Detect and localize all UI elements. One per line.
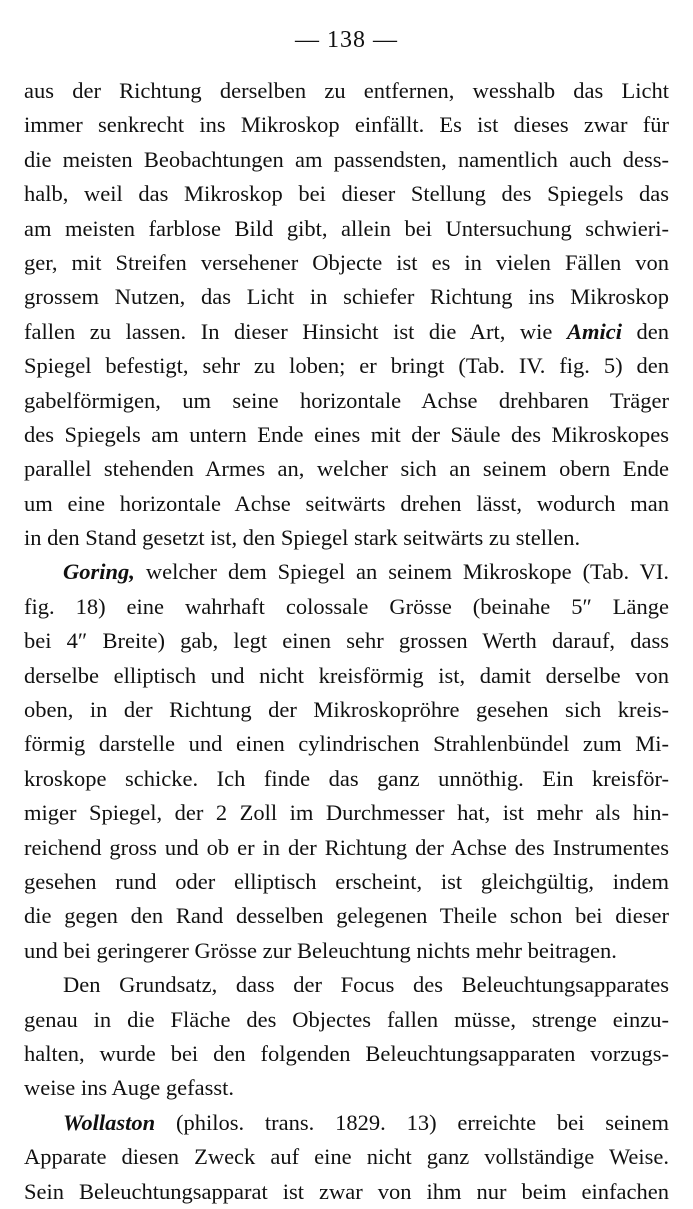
- text-segment: grossem Nutzen, das Licht in schiefer Richtung ins Mikroskop: [24, 284, 669, 310]
- page-body-text: [24, 74, 669, 1209]
- text-segment: am meisten farblose Bild gibt, allein bei Untersuchung schwieri-: [24, 215, 669, 241]
- text-segment: des Spiegels am untern Ende eines mit der Säule des Mikroskopes: [24, 421, 669, 447]
- text-line: [24, 384, 669, 418]
- text-line: [24, 1003, 669, 1037]
- text-segment: parallel stehenden Armes an, welcher sich an seinem obern Ende: [24, 456, 669, 482]
- text-line: [24, 934, 669, 968]
- text-line: [24, 865, 669, 899]
- text-segment: genau in die Fläche des Objectes fallen müsse, strenge einzu-: [24, 1006, 669, 1032]
- text-segment: ger, mit Streifen versehener Objecte ist es in vielen Fällen von: [24, 249, 669, 275]
- text-segment: reichend gross und ob er in der Richtung der Achse des Instrumentes: [24, 834, 669, 860]
- text-line: [24, 1175, 669, 1209]
- text-segment: derselbe elliptisch und nicht kreisförmig ist, damit derselbe von: [24, 662, 669, 688]
- text-line: [24, 796, 669, 830]
- page-number: — 138 —: [295, 27, 398, 53]
- text-line: [24, 212, 669, 246]
- text-line: [24, 487, 669, 521]
- text-line: [24, 280, 669, 314]
- text-segment: halten, wurde bei den folgenden Beleuchtungsapparaten vorzugs-: [24, 1040, 669, 1066]
- text-segment: immer senkrecht ins Mikroskop einfällt. Es ist dieses zwar für: [24, 112, 669, 138]
- text-line: [24, 1140, 669, 1174]
- text-line: [24, 968, 669, 1002]
- text-line: [24, 1071, 669, 1105]
- text-segment: um eine horizontale Achse seitwärts drehen lässt, wodurch man: [24, 490, 669, 516]
- text-line: [24, 1106, 669, 1140]
- text-segment: Den Grundsatz, dass der Focus des Beleuchtungsapparates: [63, 972, 669, 998]
- text-segment: fig. 18) eine wahrhaft colossale Grösse (beinahe 5″ Länge: [24, 593, 669, 619]
- text-segment: Spiegel befestigt, sehr zu loben; er bringt (Tab. IV. fig. 5) den: [24, 353, 669, 379]
- text-line: [24, 590, 669, 624]
- italic-name: Amici: [566, 318, 622, 344]
- text-line: [24, 315, 669, 349]
- text-segment: fallen zu lassen. In dieser Hinsicht ist die Art, wie: [24, 318, 567, 344]
- text-segment: gesehen rund oder elliptisch erscheint, ist gleichgültig, indem: [24, 868, 669, 894]
- text-segment: halb, weil das Mikroskop bei dieser Stellung des Spiegels das: [24, 181, 669, 207]
- text-segment: kroskope schicke. Ich finde das ganz unnöthig. Ein kreisför-: [24, 765, 669, 791]
- text-line: [24, 762, 669, 796]
- text-line: [24, 74, 669, 108]
- text-line: [24, 659, 669, 693]
- text-line: [24, 452, 669, 486]
- text-segment: die meisten Beobachtungen am passendsten, namentlich auch dess-: [24, 146, 669, 172]
- text-line: [24, 727, 669, 761]
- text-line: [24, 831, 669, 865]
- text-segment: weise ins Auge gefasst.: [24, 1075, 234, 1101]
- text-line: [24, 143, 669, 177]
- text-line: [24, 418, 669, 452]
- text-segment: gabelförmigen, um seine horizontale Achse drehbaren Träger: [24, 387, 669, 413]
- text-segment: in den Stand gesetzt ist, den Spiegel stark seitwärts zu stellen.: [24, 525, 581, 551]
- text-line: [24, 177, 669, 211]
- text-segment: bei 4″ Breite) gab, legt einen sehr grossen Werth darauf, dass: [24, 628, 669, 654]
- text-segment: miger Spiegel, der 2 Zoll im Durchmesser hat, ist mehr als hin-: [24, 800, 669, 826]
- text-line: [24, 108, 669, 142]
- text-line: [24, 246, 669, 280]
- text-line: [24, 349, 669, 383]
- text-line: [24, 555, 669, 589]
- text-segment: den: [621, 318, 669, 344]
- italic-name: Wollaston: [63, 1109, 156, 1135]
- text-segment: die gegen den Rand desselben gelegenen Theile schon bei dieser: [24, 903, 669, 929]
- text-segment: aus der Richtung derselben zu entfernen, wesshalb das Licht: [24, 78, 669, 103]
- text-line: [24, 521, 669, 555]
- text-segment: und bei geringerer Grösse zur Beleuchtung nichts mehr beitragen.: [24, 937, 617, 963]
- text-line: [24, 693, 669, 727]
- text-segment: förmig darstelle und einen cylindrischen Strahlenbündel zum Mi-: [24, 731, 669, 757]
- text-segment: welcher dem Spiegel an seinem Mikroskope (Tab. VI.: [134, 559, 669, 585]
- text-segment: oben, in der Richtung der Mikroskopröhre gesehen sich kreis-: [24, 697, 669, 723]
- text-line: [24, 624, 669, 658]
- text-segment: Sein Beleuchtungsapparat ist zwar von ihm nur beim einfachen: [24, 1178, 669, 1204]
- text-segment: (philos. trans. 1829. 13) erreichte bei seinem: [155, 1109, 669, 1135]
- text-line: [24, 899, 669, 933]
- text-segment: Apparate diesen Zweck auf eine nicht ganz vollständige Weise.: [24, 1144, 669, 1170]
- italic-name: Goring,: [63, 559, 135, 585]
- text-line: [24, 1037, 669, 1071]
